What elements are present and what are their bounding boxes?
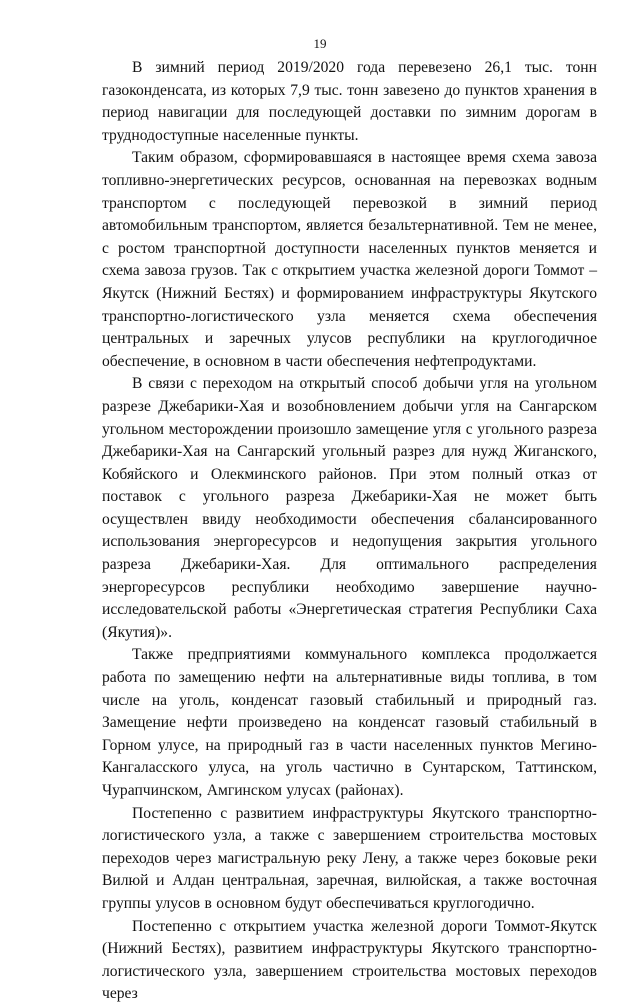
paragraph-winter-transport: В зимний период 2019/2020 года перевезено 26,1 тыс. тонн газоконденсата, из которых 7,9 тыс. тонн завезено до пунктов хранения в период навигации для последующей доставки по зимним дорогам в труднодоступные населенные пункты. xyxy=(102,59,597,144)
page-number: 19 xyxy=(313,36,327,51)
document-body xyxy=(102,57,597,1006)
paragraph-fuel-substitution: Также предприятиями коммунального комплекса продолжается работа по замещению нефти на альтернативные виды топлива, в том числе на уголь, конденсат газовый стабильный и природный газ. Замещение нефти произведено на конденсат газовый стабильный в Горном улусе, на природный газ в части населенных пунктов Мегино-Кангаласского улуса, на уголь частично в Сунтарском, Таттинском, Чурапчинском, Амгинском улусах (районах). xyxy=(102,646,597,799)
paragraph-railway-opening: Постепенно с открытием участка железной дороги Томмот-Якутск (Нижний Бестях), развитием инфраструктуры Якутского транспортно-логистического узла, завершением строительства мостовых переходов через xyxy=(102,917,597,1003)
paragraph-coal-mining: В связи с переходом на открытый способ добычи угля на угольном разрезе Джебарики-Хая и возобновлением добычи угля на Сангарском угольном месторождении произошло замещение угля с угольного разреза Джебарики-Хая на Сангарский угольный разрез для нужд Жиганского, Кобяйского и Олекминского районов. При этом полный отказ от поставок с угольного разреза Джебарики-Хая не может быть осуществлен ввиду необходимости обеспечения сбалансированного использования энергоресурсов и недопущения закрытия угольного разреза Джебарики-Хая. Для оптимального распределения энергоресурсов республики необходимо завершение научно-исследовательской работы «Энергетическая стратегия Республики Саха (Якутия)». xyxy=(102,375,597,641)
paragraph-fuel-supply-scheme: Таким образом, сформировавшаяся в настоящее время схема завоза топливно-энергетических ресурсов, основанная на перевозках водным транспортом с последующей перевозкой в зимний период автомобильным транспортом, является безальтернативной. Тем не менее, с ростом транспортной доступности населенных пунктов меняется и схема завоза грузов. Так с открытием участка железной дороги Томмот – Якутск (Нижний Бестях) и формированием инфраструктуры Якутского транспортно-логистического узла меняется схема обеспечения центральных и заречных улусов республики на круглогодичное обеспечение, в основном в части обеспечения нефтепродуктами. xyxy=(102,149,597,370)
paragraph-infrastructure-development: Постепенно с развитием инфраструктуры Якутского транспортно-логистического узла, а также с завершением строительства мостовых переходов через магистральную реку Лену, а также через боковые реки Вилюй и Алдан центральная, заречная, вилюйская, а также восточная группы улусов в основном будут обеспечиваться круглогодично. xyxy=(102,804,597,912)
